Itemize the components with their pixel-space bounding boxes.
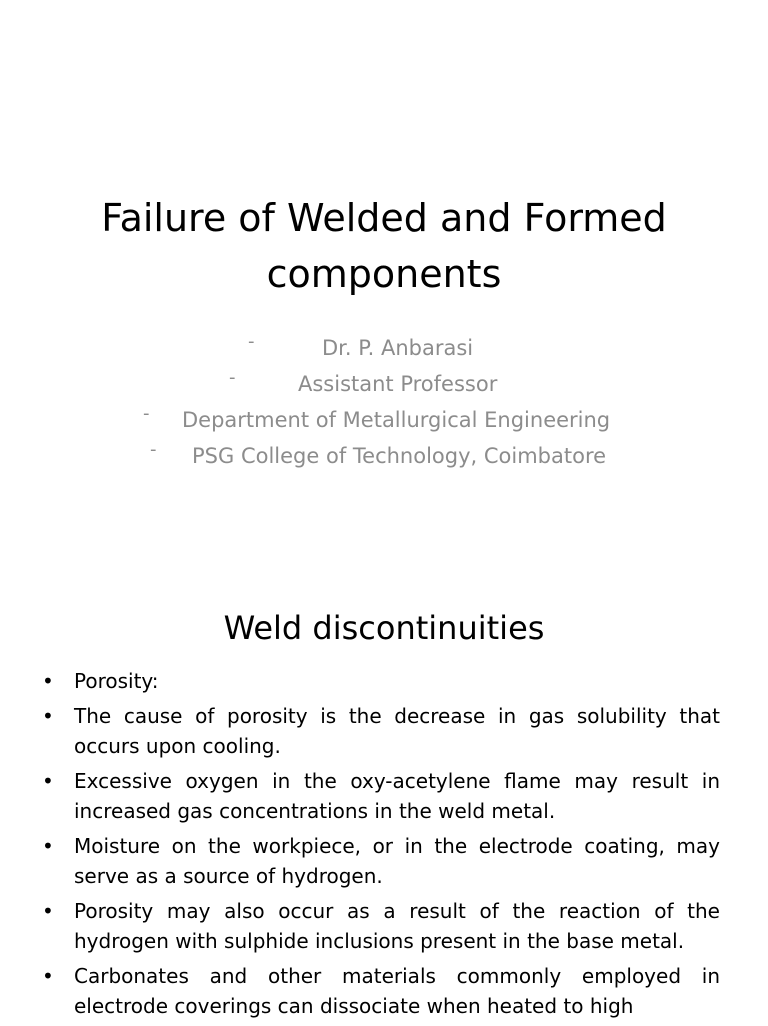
subtitle-line bbox=[0, 366, 768, 402]
bullet-item bbox=[40, 896, 720, 956]
slide-title: Failure of Welded and Formed components bbox=[101, 196, 667, 296]
bullet-text: Carbonates and other materials commonly employed in electrode coverings can dissociate when heated to high bbox=[74, 964, 720, 1018]
bullet-item bbox=[40, 961, 720, 1021]
bullet-text: Porosity: bbox=[74, 669, 159, 693]
bullet-item bbox=[40, 766, 720, 826]
dash-marker: - bbox=[248, 331, 255, 352]
bullet-text: The cause of porosity is the decrease in gas solubility that occurs upon cooling. bbox=[74, 704, 720, 758]
author-position: Assistant Professor bbox=[298, 372, 498, 396]
bullet-text: Excessive oxygen in the oxy-acetylene flame may result in increased gas concentrations in the weld metal. bbox=[74, 769, 720, 823]
bullet-icon: • bbox=[42, 704, 54, 728]
subtitle-line bbox=[0, 402, 768, 438]
subtitle-line bbox=[0, 330, 768, 366]
bullet-icon: • bbox=[42, 899, 54, 923]
dash-marker: - bbox=[229, 367, 236, 388]
author-department: Department of Metallurgical Engineering bbox=[182, 408, 611, 432]
bullet-text: Moisture on the workpiece, or in the electrode coating, may serve as a source of hydrogen. bbox=[74, 834, 720, 888]
bullet-item bbox=[40, 701, 720, 761]
bullet-icon: • bbox=[42, 769, 54, 793]
dash-marker: - bbox=[150, 439, 157, 460]
author-name: Dr. P. Anbarasi bbox=[322, 336, 474, 360]
bullet-icon: • bbox=[42, 834, 54, 858]
subtitle-line bbox=[0, 438, 768, 474]
slide-heading: Weld discontinuities bbox=[223, 609, 545, 647]
author-institution: PSG College of Technology, Coimbatore bbox=[192, 444, 607, 468]
subtitle-list bbox=[0, 330, 768, 474]
bullet-icon: • bbox=[42, 669, 54, 693]
bullet-text: Porosity may also occur as a result of the reaction of the hydrogen with sulphide inclusions present in the base metal. bbox=[74, 899, 720, 953]
bullet-list bbox=[40, 666, 720, 1026]
content-slide bbox=[0, 576, 768, 1024]
bullet-icon: • bbox=[42, 964, 54, 988]
dash-marker: - bbox=[143, 403, 150, 424]
bullet-item bbox=[40, 666, 720, 696]
bullet-item bbox=[40, 831, 720, 891]
